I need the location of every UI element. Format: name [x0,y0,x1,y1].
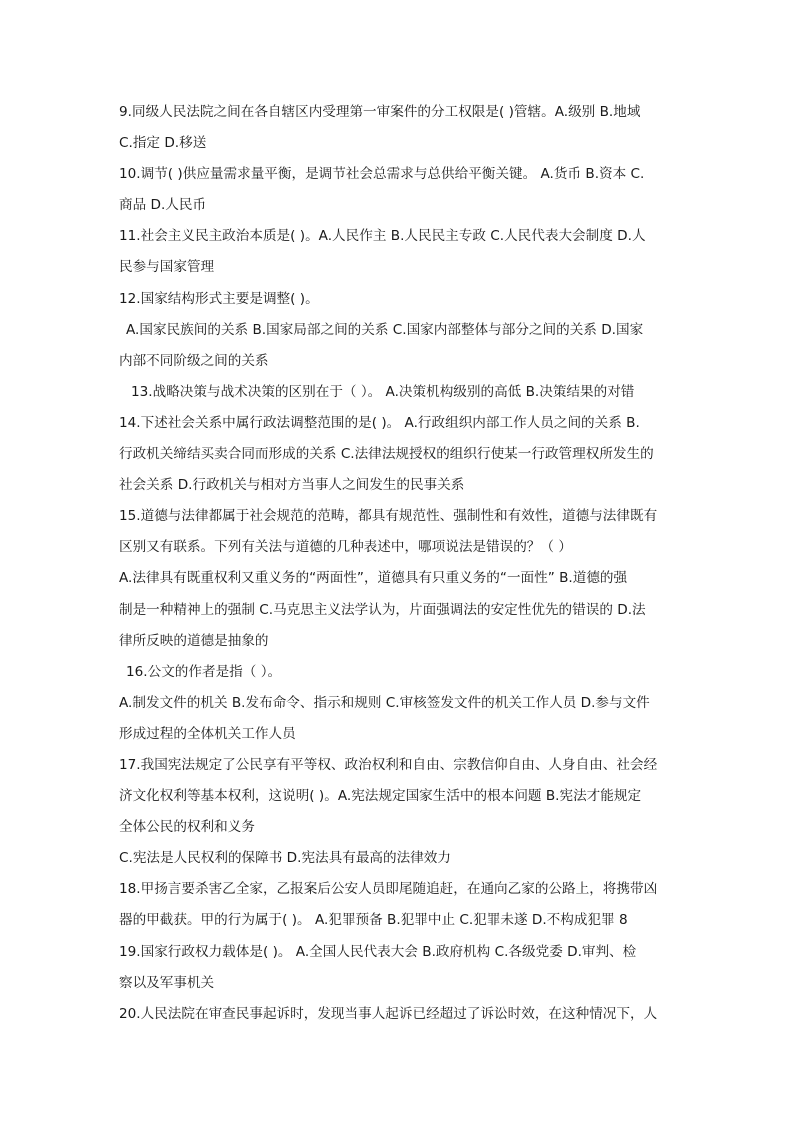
text-line: 9.同级人民法院之间在各自辖区内受理第一审案件的分工权限是( )管辖。A.级别 B.地域 [119,104,641,120]
text-line: 15.道德与法律都属于社会规范的范畴，都具有规范性、强制性和有效性，道德与法律既有 [119,508,658,525]
text-line: 器的甲截获。甲的行为属于( )。 A.犯罪预备 B.犯罪中止 C.犯罪未遂 D.不构成犯罪 8 [119,912,628,929]
text-line: 济文化权利等基本权利，这说明( )。A.宪法规定国家生活中的根本问题 B.宪法才能规定 [119,788,642,805]
text-line: A.国家民族间的关系 B.国家局部之间的关系 C.国家内部整体与部分之间的关系 D.国家 [126,321,644,338]
text-line: 12.国家结构形式主要是调整( )。 [119,290,319,307]
question-text-block [119,97,679,1030]
text-line: A.制发文件的机关 B.发布命令、指示和规则 C.审核签发文件的机关工作人员 D.参与文件 [119,694,650,711]
text-line: 11.社会主义民主政治本质是( )。A.人民作主 B.人民民主专政 C.人民代表大会制度 D.人 [119,228,646,245]
text-line: 民参与国家管理 [119,259,215,276]
text-line: C.宪法是人民权利的保障书 D.宪法具有最高的法律效力 [119,850,451,867]
text-line: 察以及军事机关 [119,974,215,991]
text-line: 形成过程的全体机关工作人员 [119,725,296,742]
text-line: 13.战略决策与战术决策的区别在于（ ）。 A.决策机构级别的高低 B.决策结果的对错 [131,383,635,400]
text-line: 全体公民的权利和义务 [119,819,255,836]
text-line: 区别又有联系。下列有关法与道德的几种表述中，哪项说法是错误的？（ ） [119,539,572,556]
text-line: 19.国家行政权力载体是( )。 A.全国人民代表大会 B.政府机构 C.各级党委 D.审判、检 [119,943,637,960]
text-line: 律所反映的道德是抽象的 [119,632,269,649]
text-line: A.法律具有既重权利又重义务的“两面性”，道德具有只重义务的“一面性” B.道德的强 [119,570,628,587]
text-line: 社会关系 D.行政机关与相对方当事人之间发生的民事关系 [119,477,465,494]
text-line: 16.公文的作者是指（ ）。 [126,663,282,680]
text-line: 10.调节( )供应量需求量平衡，是调节社会总需求与总供给平衡关键。 A.货币 B.资本 C. [119,166,645,183]
text-line: 14.下述社会关系中属行政法调整范围的是( )。 A.行政组织内部工作人员之间的关系 B. [119,414,640,431]
text-line: C.指定 D.移送 [119,135,207,152]
text-line: 行政机关缔结买卖合同而形成的关系 C.法律法规授权的组织行使某一行政管理权所发生的 [119,446,654,463]
text-line: 内部不同阶级之间的关系 [119,352,269,369]
text-line: 商品 D.人民币 [119,197,207,214]
text-line: 20.人民法院在审查民事起诉时，发现当事人起诉已经超过了诉讼时效，在这种情况下，人 [119,1005,658,1022]
text-line: 制是一种精神上的强制 C.马克思主义法学认为，片面强调法的安定性优先的错误的 D.法 [119,601,646,618]
text-line: 17.我国宪法规定了公民享有平等权、政治权利和自由、宗教信仰自由、人身自由、社会经 [119,756,658,773]
text-line: 18.甲扬言要杀害乙全家，乙报案后公安人员即尾随追赶，在通向乙家的公路上，将携带凶 [119,881,658,898]
